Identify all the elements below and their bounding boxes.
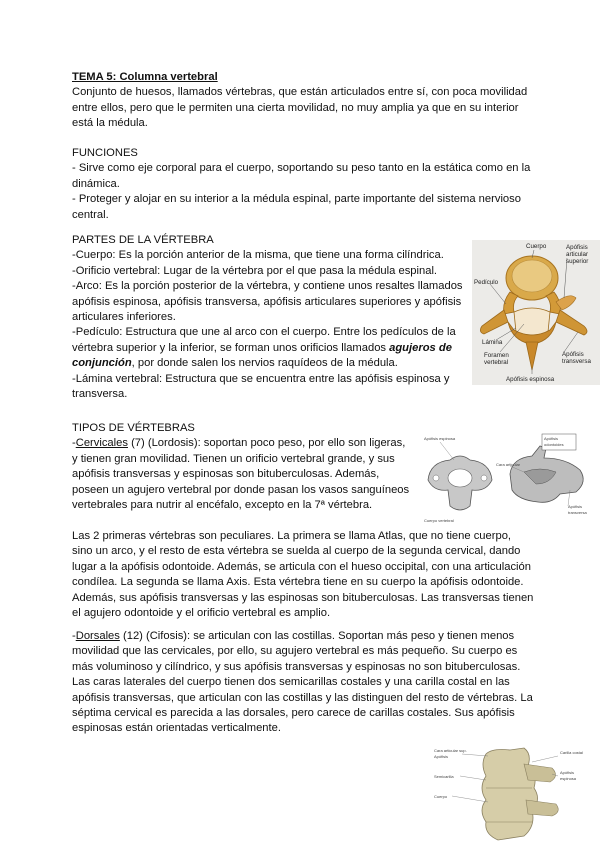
dorsal-illustration [432, 744, 600, 848]
intro-text: Conjunto de huesos, llamados vértebras, que están articulados entre sí, con poca movilidad entre ellos, pero que le permiten una cierta movilidad, no muy amplia ya que en su interior está la médula. [72, 86, 528, 130]
partes-heading: PARTES DE LA VÉRTEBRA [72, 234, 214, 246]
fig3-label: Apófisis [434, 754, 449, 759]
partes-section [72, 233, 464, 402]
page-title: TEMA 5: Columna vertebral [72, 71, 218, 83]
fig2-label: Apófisis [568, 504, 583, 509]
dorsal-figure [432, 744, 600, 848]
partes-item: -Cuerpo: Es la porción anterior de la misma, que tiene una forma cilíndrica. [72, 249, 444, 262]
label-lamina: Lámina [482, 339, 503, 346]
fig2-label: Apófisis [544, 436, 559, 441]
atlas-axis-figure [420, 432, 595, 527]
dorsales-term: Dorsales [75, 630, 120, 642]
dorsales-section [72, 629, 534, 737]
fig3-label: Semicarilla [434, 774, 454, 779]
fig2-label: Apófisis espinosa [424, 436, 456, 441]
label-apofisis-transversa: transversa [562, 358, 591, 365]
fig3-label: Apófisis [560, 770, 575, 775]
vertebra-illustration [472, 240, 600, 385]
label-apofisis-articular: Apófisis [566, 244, 588, 251]
label-pediculo: Pedículo [474, 279, 499, 286]
partes-item: -Arco: Es la porción posterior de la vértebra, y contiene unos resaltes llamados apófisis espinosa, apófisis transversa, apófisis articulares superiores y apófisis articulares inferiores. [72, 280, 463, 324]
dorsales-paragraph [72, 629, 534, 737]
fig3-label: Cara articular sup. [434, 748, 467, 753]
label-apofisis-transversa: Apófisis [562, 351, 584, 358]
fig2-label: Cara articular [496, 462, 521, 467]
dorsales-text: (12) (Cifosis): se articulan con las costillas. Soportan más peso y tienen menos movilidad que las cervicales, por ello, su agujero vertebral es más pequeño. Su cuerpo es más voluminoso y cilíndrico, y sus apófisis transversas y espinosas no son bituberculosas. Las caras laterales del cuerpo tienen dos semicarillas costales y una carilla costal en las apófisis transversas, que articulan con las costillas y las distinguen del resto de vértebras. La séptima cervical es parecida a las dorsales, pero carece de carillas costales. Sus apófisis espinosas están orientadas verticalmente. [72, 630, 533, 735]
funciones-item: - Sirve como eje corporal para el cuerpo, soportando su peso tanto en la estática como en la dinámica. [72, 162, 531, 190]
funciones-heading: FUNCIONES [72, 147, 138, 159]
label-cuerpo: Cuerpo [526, 243, 547, 250]
fig3-label: Carilla costal [560, 750, 583, 755]
intro-block [72, 70, 534, 132]
tipos-heading: TIPOS DE VÉRTEBRAS [72, 422, 195, 434]
fig2-label: odontoides [544, 442, 564, 447]
label-foramen: Foramen [484, 352, 509, 359]
cervicales-term: Cervicales [75, 437, 128, 450]
funciones-section [72, 146, 534, 223]
fig2-label: Cuerpo vertebral [424, 518, 454, 523]
pediculo-text-end: , por donde salen los nervios raquídeos de la médula. [131, 357, 398, 370]
vertebra-figure [472, 240, 600, 385]
partes-item: -Lámina vertebral: Estructura que se encuentra entre las apófisis espinosa y transversa. [72, 372, 450, 401]
cervicales-text2: Las 2 primeras vértebras son peculiares. La primera se llama Atlas, que no tiene cuerpo, sino un arco, y el resto de esta vértebra se suelda al cuerpo de la segunda cervical, dando lugar a la apófisis odontoide. Además, se articula con el hueso occipital, con una articulación condílea. La segunda se llama Axis. Esta vértebra tiene en su cuerpo la apófisis odontoide. Además, sus apófisis transversas y las espinosas son bituberculosas. Las transversas tienen el agujero odontoide y el orificio vertebral es amplio. [72, 530, 534, 620]
fig2-label: transversa [568, 510, 587, 515]
partes-item-pediculo [72, 325, 464, 371]
tipos-section [72, 421, 412, 513]
prefix: - [72, 437, 76, 450]
cervicales-text: (7) (Lordosis): soportan poco peso, por ello son ligeras, y tienen gran movilidad. Tienen un orificio vertebral grande, y sus apófisis transversas y espinosas son bituberculosas. Además, poseen un agujero vertebral por donde pasan los vasos sanguíneos vertebrales para nutrir al encéfalo, excepto en la 7ª vértebra. [72, 437, 410, 512]
cervicales-paragraph [72, 436, 412, 513]
partes-item: -Orificio vertebral: Lugar de la vértebra por el que pasa la médula espinal. [72, 264, 438, 277]
agujeros-conjuncion: agujeros de conjunción [72, 341, 452, 370]
funciones-item: - Proteger y alojar en su interior a la médula espinal, parte importante del sistema nervioso central. [72, 193, 521, 221]
cervicales-continuation [72, 529, 534, 621]
fig3-label: Cuerpo [434, 794, 448, 799]
label-apofisis-articular: articular [566, 251, 589, 258]
label-apofisis-articular: superior [566, 258, 589, 265]
fig3-label: espinosa [560, 776, 577, 781]
label-foramen: vertebral [484, 359, 509, 366]
atlas-axis-illustration [420, 432, 595, 527]
pediculo-text: -Pedículo: Estructura que une al arco con el cuerpo. Entre los pedículos de la vértebra superior y la inferior, se forman unos orificios llamados [72, 326, 456, 354]
label-apofisis-espinosa: Apófisis espinosa [506, 376, 555, 383]
prefix: - [72, 630, 76, 642]
